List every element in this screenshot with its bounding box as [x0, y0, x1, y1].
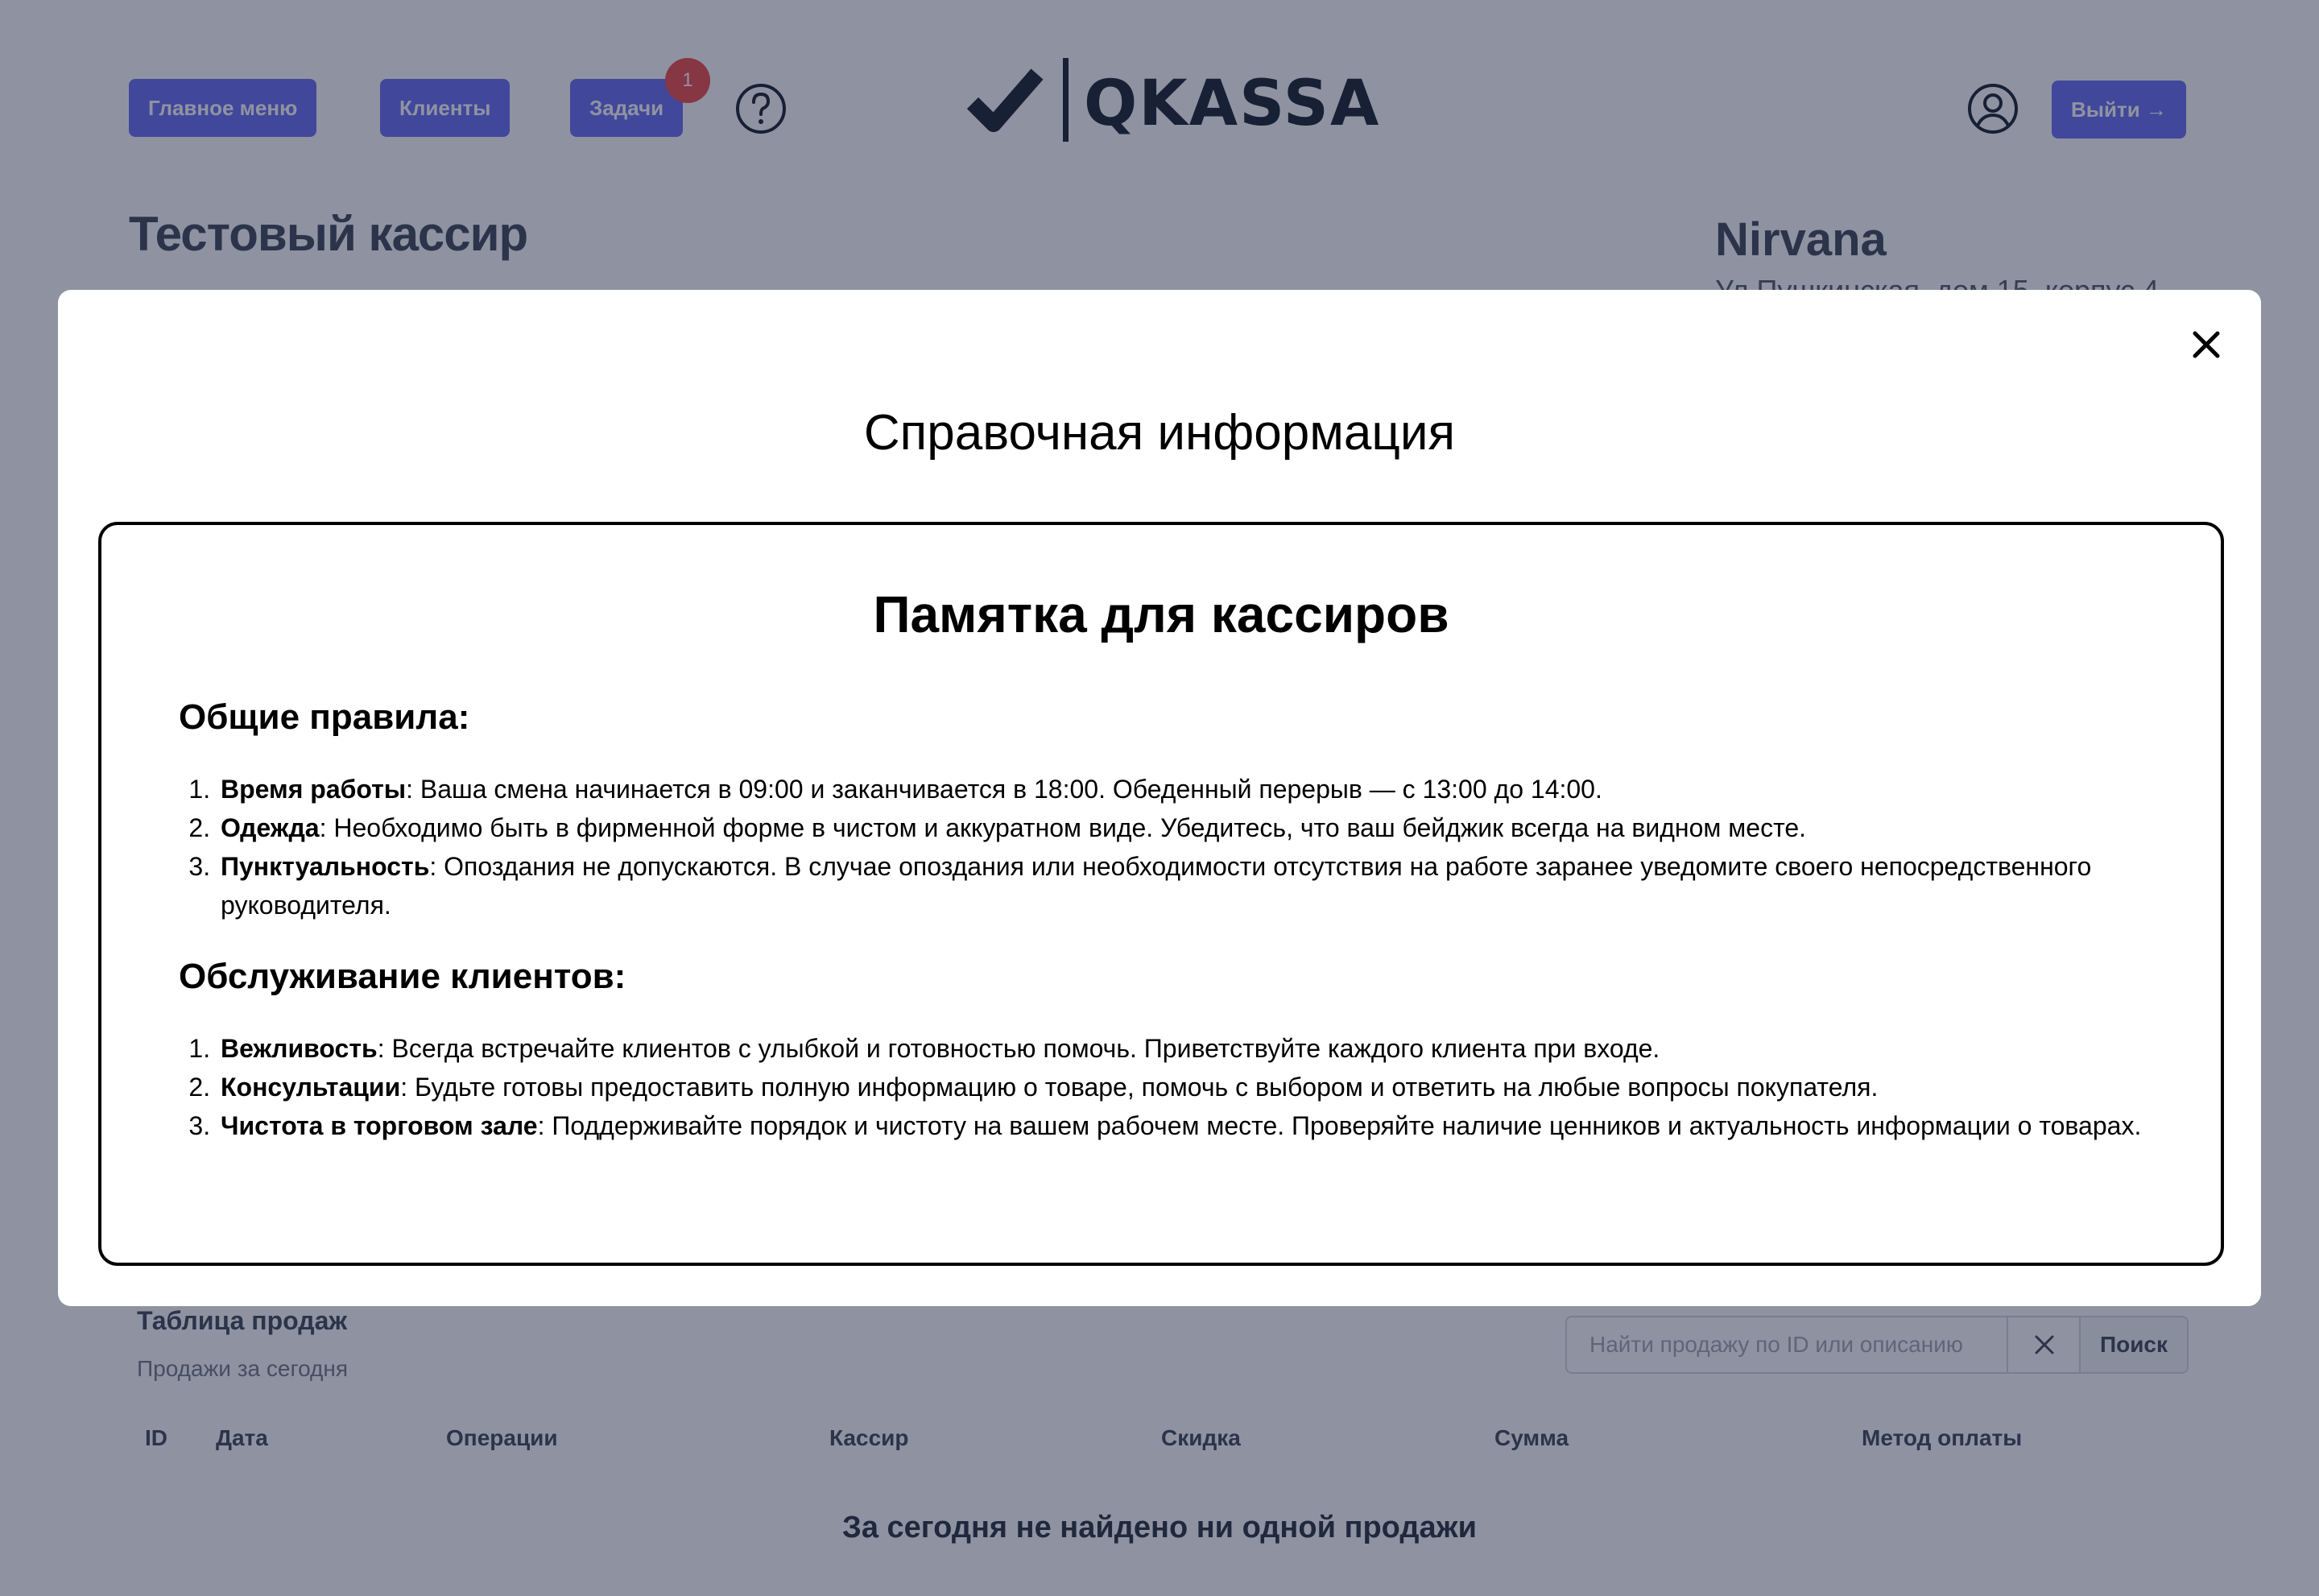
- rule-text: : Опоздания не допускаются. В случае опоздания или необходимости отсутствия на работе заранее уведомите своего непосредственного руководителя.: [221, 852, 2092, 920]
- section-heading: Общие правила:: [179, 697, 470, 737]
- rule-term: Вежливость: [221, 1034, 378, 1063]
- section-heading: Обслуживание клиентов:: [179, 957, 626, 996]
- list-item: [217, 847, 2214, 924]
- list-item: [217, 808, 2214, 847]
- rule-text: : Всегда встречайте клиентов с улыбкой и готовностью помочь. Приветствуйте каждого клиента при входе.: [377, 1034, 1660, 1063]
- rule-text: : Ваша смена начинается в 09:00 и заканчивается в 18:00. Обеденный перерыв — с 13:00 до 14:00.: [406, 775, 1602, 804]
- rule-term: Консультации: [221, 1073, 401, 1102]
- rule-text: : Поддерживайте порядок и чистоту на вашем рабочем месте. Проверяйте наличие ценников и актуальность информации о товарах.: [537, 1111, 2142, 1140]
- help-modal: [58, 290, 2261, 1306]
- rule-text: : Необходимо быть в фирменной форме в чистом и аккуратном виде. Убедитесь, что ваш бейджик всегда на видном месте.: [319, 813, 1807, 842]
- close-icon[interactable]: [2182, 320, 2230, 369]
- list-item: [217, 1068, 2214, 1106]
- rule-term: Одежда: [221, 813, 320, 842]
- list-item: [217, 1106, 2214, 1145]
- modal-title: Справочная информация: [863, 405, 1456, 461]
- list-item: [217, 1029, 2214, 1068]
- rule-term: Время работы: [221, 775, 407, 804]
- rules-list: [179, 770, 2214, 924]
- rule-term: Пунктуальность: [221, 852, 430, 881]
- rules-list: [179, 1029, 2214, 1145]
- rule-term: Чистота в торговом зале: [221, 1111, 538, 1140]
- memo-box: [98, 522, 2224, 1266]
- memo-title: Памятка для кассиров: [873, 585, 1449, 643]
- list-item: [217, 770, 2214, 808]
- rule-text: : Будьте готовы предоставить полную информацию о товаре, помочь с выбором и ответить на любые вопросы покупателя.: [400, 1073, 1879, 1102]
